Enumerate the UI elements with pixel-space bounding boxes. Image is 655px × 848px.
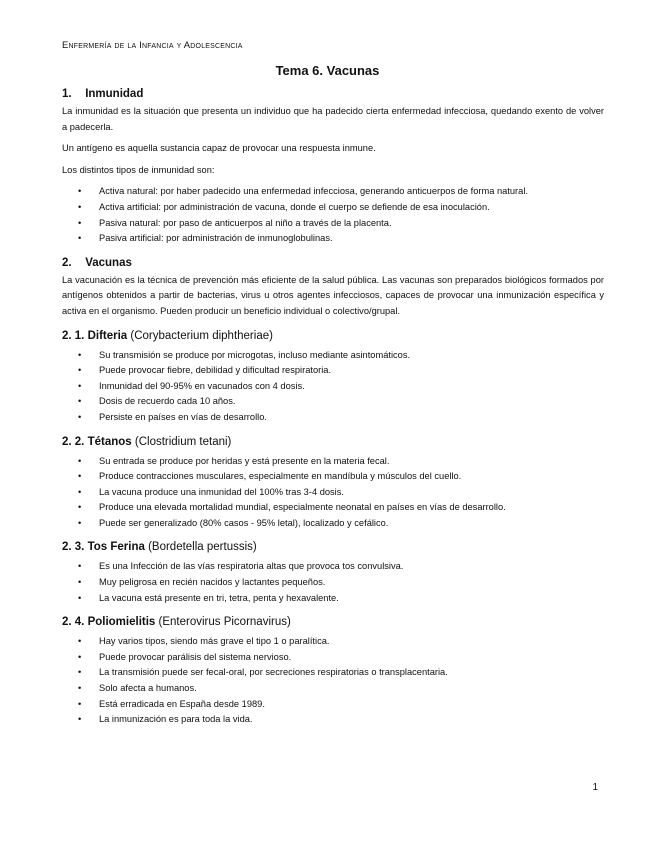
list-item: • Solo afecta a humanos.	[78, 683, 197, 694]
list-item: • Su transmisión se produce por microgotas, incluso mediante asintomáticos.	[78, 349, 411, 360]
document-body	[62, 84, 604, 734]
list-item: • Pasiva natural: por paso de anticuerpos al niño a través de la placenta.	[78, 217, 392, 228]
bullet-list-poliomielitis	[62, 634, 604, 728]
list-item: • Puede provocar parálisis del sistema nervioso.	[78, 651, 292, 662]
list-item: • Está erradicada en España desde 1989.	[78, 698, 265, 709]
list-item: • La inmunización es para toda la vida.	[78, 714, 253, 725]
subsection-heading-difteria: 2. 1. Difteria (Corybacterium diphtheriae)	[62, 329, 273, 342]
list-item: • Pasiva artificial: por administración de inmunoglobulinas.	[78, 233, 333, 244]
subsection-heading-tetanos: 2. 2. Tétanos (Clostridium tetani)	[62, 435, 232, 448]
page-number: 1	[592, 782, 598, 793]
list-item: • La vacuna produce una inmunidad del 100% tras 3-4 dosis.	[78, 486, 344, 497]
list-item: • Puede ser generalizado (80% casos - 95% letal), localizado y cefálico.	[78, 517, 389, 528]
list-item: • Produce una elevada mortalidad mundial, especialmente neonatal en países en vías de desarrollo.	[78, 502, 506, 513]
list-item: • Persiste en países en vías de desarrollo.	[78, 411, 267, 422]
list-item: • La transmisión puede ser fecal-oral, por secreciones respiratorias o transplacentaria.	[78, 667, 448, 678]
list-item: • Es una Infección de las vías respiratoria altas que provoca tos convulsiva.	[78, 561, 404, 572]
bullet-list-inmunidad	[62, 184, 604, 246]
paragraph: La inmunidad es la situación que presenta un individuo que ha padecido cierta enfermedad infecciosa, quedando exento de volver a padecerla.	[62, 106, 604, 132]
paragraph: Un antígeno es aquella sustancia capaz de provocar una respuesta inmune.	[62, 143, 376, 154]
list-item: • Su entrada se produce por heridas y está presente en la materia fecal.	[78, 455, 390, 466]
list-item: • Produce contracciones musculares, especialmente en mandíbula y músculos del cuello.	[78, 471, 462, 482]
list-item: • Inmunidad del 90-95% en vacunados con 4 dosis.	[78, 380, 305, 391]
section-heading-inmunidad: 1. Inmunidad	[62, 88, 144, 100]
list-item: • Puede provocar fiebre, debilidad y dificultad respiratoria.	[78, 365, 332, 376]
list-item: • Activa natural: por haber padecido una enfermedad infecciosa, generando anticuerpos de forma natural.	[78, 186, 528, 197]
list-item: • Hay varios tipos, siendo más grave el tipo 1 o paralítica.	[78, 636, 330, 647]
list-item: • Muy peligrosa en recién nacidos y lactantes pequeños.	[78, 577, 326, 588]
bullet-list-tetanos	[62, 454, 604, 532]
paragraph: La vacunación es la técnica de prevención más eficiente de la salud pública. Las vacunas son preparados biológicos formados por antígenos obtenidos a partir de bacterias, virus u otros agentes infecciosos, capaces de provocar una inmunización específica y activa en el organismo. Pueden producir un beneficio individual o colectivo/grupal.	[62, 274, 604, 316]
section-heading-vacunas: 2. Vacunas	[62, 256, 132, 269]
bullet-list-difteria	[62, 348, 604, 426]
list-item: • Activa artificial: por administración de vacuna, donde el cuerpo se defiende de esa inoculación.	[78, 201, 490, 212]
subsection-heading-tos-ferina: 2. 3. Tos Ferina (Bordetella pertussis)	[62, 541, 257, 554]
subsection-heading-poliomielitis: 2. 4. Poliomielitis (Enterovirus Picornavirus)	[62, 616, 291, 629]
bullet-list-tos-ferina	[62, 559, 604, 606]
list-item: • La vacuna está presente en tri, tetra, penta y hexavalente.	[78, 592, 339, 603]
running-header: Enfermería de la Infancia y Adolescencia	[62, 40, 243, 51]
paragraph: Los distintos tipos de inmunidad son:	[62, 164, 215, 175]
list-item: • Dosis de recuerdo cada 10 años.	[78, 396, 236, 407]
document-title: Tema 6. Vacunas	[275, 63, 380, 78]
